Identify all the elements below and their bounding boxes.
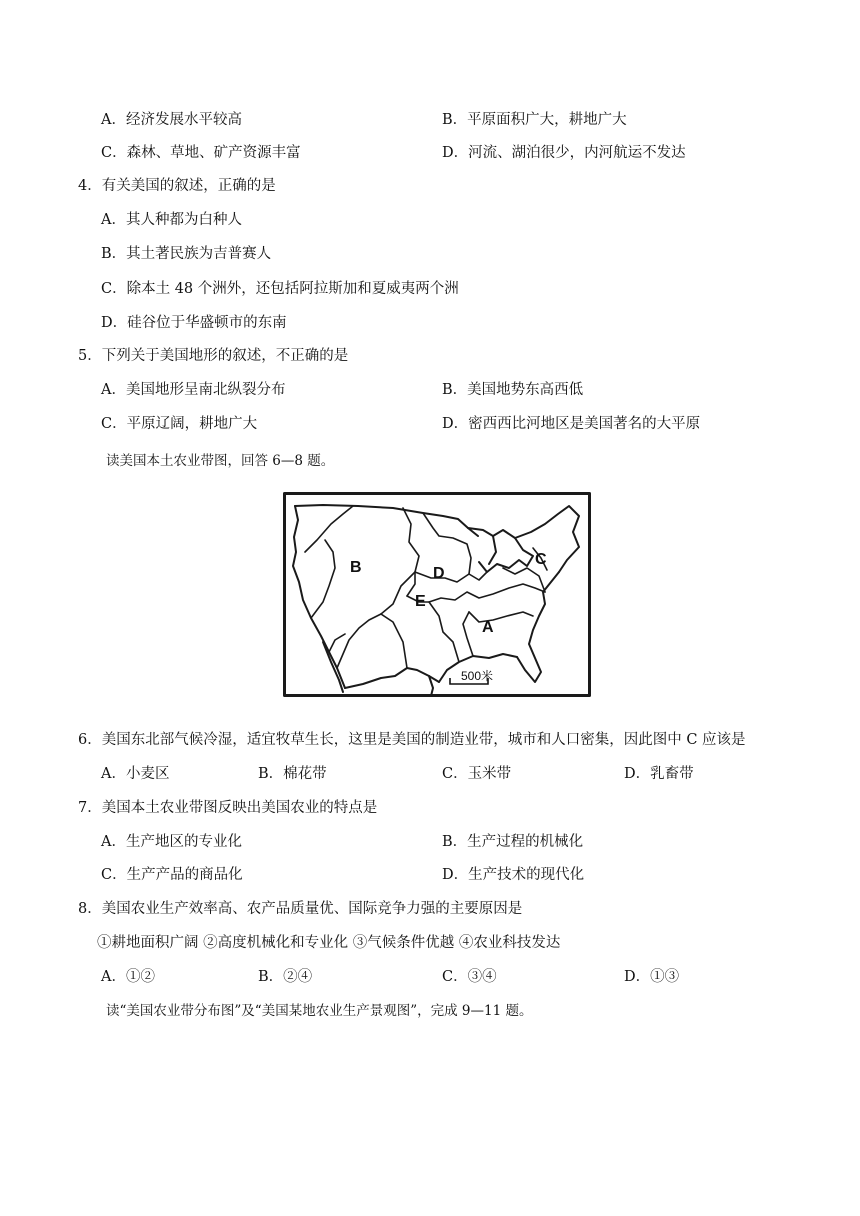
q8-choices: ①耕地面积广阔 ②高度机械化和专业化 ③气候条件优越 ④农业科技发达	[97, 935, 561, 951]
northeast-coast	[515, 506, 579, 572]
belt-boundary	[311, 540, 335, 618]
q4-option-d: D．硅谷位于华盛顿市的东南	[101, 315, 287, 331]
q8-option-a: A．①②	[101, 969, 155, 985]
q3-option-a: A．经济发展水平较高	[101, 112, 242, 128]
map-intro-text: 读美国本土农业带图，回答 6—8 题。	[106, 453, 335, 469]
belt-boundary	[469, 612, 533, 622]
q8-option-b: B．②④	[258, 969, 313, 985]
q4-stem: 4．有关美国的叙述，正确的是	[78, 178, 276, 194]
q6-stem: 6．美国东北部气候冷湿，适宜牧草生长，这里是美国的制造业带，城市和人口密集，因此图中 C 应该是	[78, 732, 746, 748]
map-label-b: B	[350, 559, 362, 576]
northern-border	[295, 505, 478, 536]
q6-option-a: A．小麦区	[101, 766, 170, 782]
q8-option-d: D．①③	[624, 969, 680, 985]
baja-peninsula	[323, 642, 343, 692]
q7-option-b: B．生产过程的机械化	[442, 834, 584, 850]
q7-option-d: D．生产技术的现代化	[442, 867, 585, 883]
q8-stem: 8．美国农业生产效率高、农产品质量优、国际竞争力强的主要原因是	[78, 901, 523, 917]
q7-option-a: A．生产地区的专业化	[101, 834, 242, 850]
mexico-border	[345, 668, 439, 688]
q4-option-b: B．其土著民族为吉普赛人	[101, 246, 272, 262]
q3-option-d: D．河流、湖泊很少，内河航运不发达	[442, 145, 686, 161]
lake-michigan	[489, 536, 496, 564]
q5-option-a: A．美国地形呈南北纵裂分布	[101, 382, 286, 398]
q5-option-b: B．美国地势东高西低	[442, 382, 584, 398]
scale-bar-label: 500米	[461, 669, 494, 683]
q6-option-d: D．乳畜带	[624, 766, 694, 782]
q5-option-d: D．密西西比河地区是美国著名的大平原	[442, 416, 701, 432]
q3-option-b: B．平原面积广大，耕地广大	[442, 112, 627, 128]
belt-boundary	[329, 634, 345, 652]
belt-boundary	[463, 612, 473, 656]
belt-boundary	[429, 602, 459, 662]
q3-option-c: C．森林、草地、矿产资源丰富	[101, 145, 301, 161]
figure-intro-text: 读“美国农业带分布图”及“美国某地农业生产景观图”，完成 9—11 题。	[106, 1003, 533, 1019]
q5-option-c: C．平原辽阔，耕地广大	[101, 416, 258, 432]
west-coastline	[293, 506, 345, 688]
map-label-e: E	[415, 593, 426, 610]
q7-stem: 7．美国本土农业带图反映出美国农业的特点是	[78, 800, 378, 816]
us-agricultural-belt-map	[283, 492, 591, 697]
belt-boundary	[337, 614, 381, 668]
belt-boundary	[407, 584, 545, 602]
belt-boundary	[403, 508, 419, 572]
map-label-a: A	[482, 619, 494, 636]
q4-option-a: A．其人种都为白种人	[101, 212, 242, 228]
q7-option-c: C．生产产品的商品化	[101, 867, 243, 883]
belt-boundary	[381, 614, 407, 668]
q6-option-c: C．玉米带	[442, 766, 512, 782]
q6-option-b: B．棉花带	[258, 766, 327, 782]
belt-boundary	[415, 572, 487, 582]
belt-boundary	[423, 513, 471, 574]
q4-option-c: C．除本土 48 个洲外，还包括阿拉斯加和夏威夷两个洲	[101, 281, 459, 297]
q5-stem: 5．下列关于美国地形的叙述，不正确的是	[78, 348, 349, 364]
map-label-d: D	[433, 565, 445, 582]
map-label-c: C	[535, 551, 547, 568]
q8-option-c: C．③④	[442, 969, 497, 985]
